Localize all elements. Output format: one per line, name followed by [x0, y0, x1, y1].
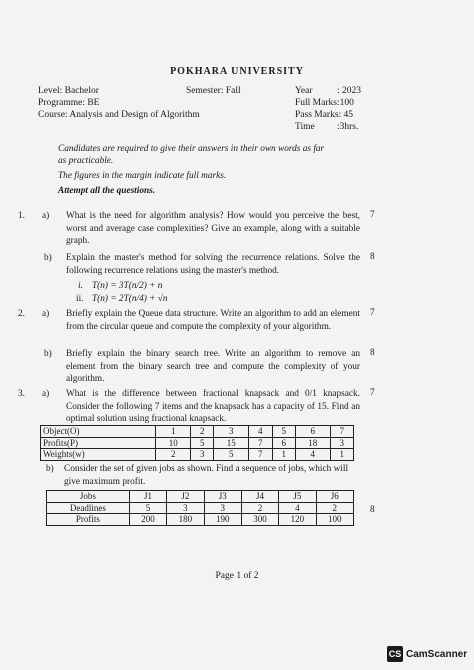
marks: 8	[370, 252, 375, 262]
row-header: Jobs	[47, 491, 130, 503]
table-cell: 7	[249, 437, 272, 449]
table-row	[47, 502, 354, 514]
table-cell: 10	[156, 437, 191, 449]
table-row	[41, 426, 354, 438]
level-label: Level: Bachelor	[38, 86, 99, 96]
table-cell: 180	[167, 514, 204, 526]
sub-part-label: ii.	[76, 294, 84, 304]
marks: 7	[370, 210, 375, 220]
sub-part-label: i.	[78, 281, 83, 291]
time-label: Time	[295, 122, 315, 132]
instruction-line: as practicable.	[58, 156, 114, 166]
row-header: Weights(w)	[41, 449, 156, 461]
question-number: 2.	[18, 309, 25, 319]
camscanner-watermark	[387, 645, 467, 663]
table-cell: 6	[295, 426, 330, 438]
part-label: b)	[46, 464, 54, 474]
recurrence-relation: T(n) = 2T(n/4) + √n	[92, 294, 168, 304]
row-header: Profits	[47, 514, 130, 526]
table-cell: 2	[156, 449, 191, 461]
knapsack-table	[40, 425, 354, 461]
table-cell: 15	[214, 437, 249, 449]
row-header: Profits(P)	[41, 437, 156, 449]
jobs-table	[46, 490, 354, 526]
table-cell: 300	[241, 514, 278, 526]
table-cell: 2	[316, 502, 353, 514]
table-row	[47, 491, 354, 503]
part-label: a)	[42, 389, 50, 399]
year-label: Year	[295, 86, 313, 96]
table-cell: 3	[214, 426, 249, 438]
marks: 8	[370, 348, 375, 358]
table-cell: J3	[204, 491, 241, 503]
marks: 7	[370, 308, 375, 318]
question-text: What is the difference between fractional knapsack and 0/1 knapsack. Consider the following 7 items and the knapsack has a capacity of 15. Find an optimal solution using fractional knapsack.	[66, 389, 360, 425]
table-cell: 100	[316, 514, 353, 526]
table-cell: 6	[272, 437, 295, 449]
table-cell: J2	[167, 491, 204, 503]
table-cell: 2	[241, 502, 278, 514]
table-cell: J1	[129, 491, 166, 503]
instruction-line: Attempt all the questions.	[58, 186, 156, 196]
year-value: : 2023	[337, 86, 362, 96]
pass-marks: Pass Marks: 45	[295, 110, 354, 120]
semester-label: Semester: Fall	[186, 86, 241, 96]
table-cell: 1	[330, 449, 353, 461]
table-cell: 200	[129, 514, 166, 526]
part-label: b)	[44, 349, 52, 359]
marks: 7	[370, 388, 375, 398]
table-cell: J6	[316, 491, 353, 503]
table-row	[41, 437, 354, 449]
table-cell: 3	[191, 449, 214, 461]
table-cell: 190	[204, 514, 241, 526]
table-cell: 3	[330, 437, 353, 449]
table-cell: 3	[167, 502, 204, 514]
row-header: Deadlines	[47, 502, 130, 514]
instruction-line: The figures in the margin indicate full marks.	[58, 171, 227, 181]
table-cell: 4	[279, 502, 316, 514]
table-cell: 1	[272, 449, 295, 461]
table-cell: 4	[249, 426, 272, 438]
university-title: POKHARA UNIVERSITY	[170, 66, 304, 77]
table-cell: 3	[204, 502, 241, 514]
full-marks: Full Marks:100	[295, 98, 354, 108]
table-cell: J5	[279, 491, 316, 503]
table-row	[47, 514, 354, 526]
part-label: a)	[42, 211, 50, 221]
course-label: Course: Analysis and Design of Algorithm	[38, 110, 200, 120]
table-cell: 5	[191, 437, 214, 449]
camscanner-label: CamScanner	[406, 648, 468, 660]
page-number: Page 1 of 2	[215, 571, 259, 581]
table-cell: 120	[279, 514, 316, 526]
question-text: Briefly explain the binary search tree. Write an algorithm to remove an element from the binary search tree and compute the complexity of your algorithm.	[66, 349, 360, 385]
table-cell: 5	[272, 426, 295, 438]
time-value: :3hrs.	[337, 122, 359, 132]
camscanner-logo-icon: CS	[387, 646, 403, 662]
table-cell: 5	[129, 502, 166, 514]
question-number: 3.	[18, 389, 25, 399]
recurrence-relation: T(n) = 3T(n/2) + n	[92, 281, 163, 291]
table-cell: 2	[191, 426, 214, 438]
table-cell: 5	[214, 449, 249, 461]
table-cell: 18	[295, 437, 330, 449]
table-cell: 4	[295, 449, 330, 461]
table-cell: 7	[330, 426, 353, 438]
question-text: Briefly explain the Queue data structure. Write an algorithm to add an element from the circular queue and compute the complexity of your algorithm.	[66, 309, 360, 332]
question-number: 1.	[18, 211, 25, 221]
instruction-line: Candidates are required to give their answers in their own words as far	[58, 144, 325, 154]
table-cell: 7	[249, 449, 272, 461]
row-header: Object(O)	[41, 426, 156, 438]
table-row	[41, 449, 354, 461]
question-text: Explain the master's method for solving the recurrence relations. Solve the following recurrence relations using the master's method.	[66, 253, 360, 276]
table-cell: 1	[156, 426, 191, 438]
question-text: Consider the set of given jobs as shown. Find a sequence of jobs, which will give maximum profit.	[64, 464, 349, 487]
table-cell: J4	[241, 491, 278, 503]
marks: 8	[370, 505, 375, 515]
question-text: What is the need for algorithm analysis? How would you perceive the best, worst and average case complexities? Give an example, along with a suitable graph.	[66, 211, 360, 247]
part-label: a)	[42, 309, 50, 319]
programme-label: Programme: BE	[38, 98, 100, 108]
part-label: b)	[44, 253, 52, 263]
